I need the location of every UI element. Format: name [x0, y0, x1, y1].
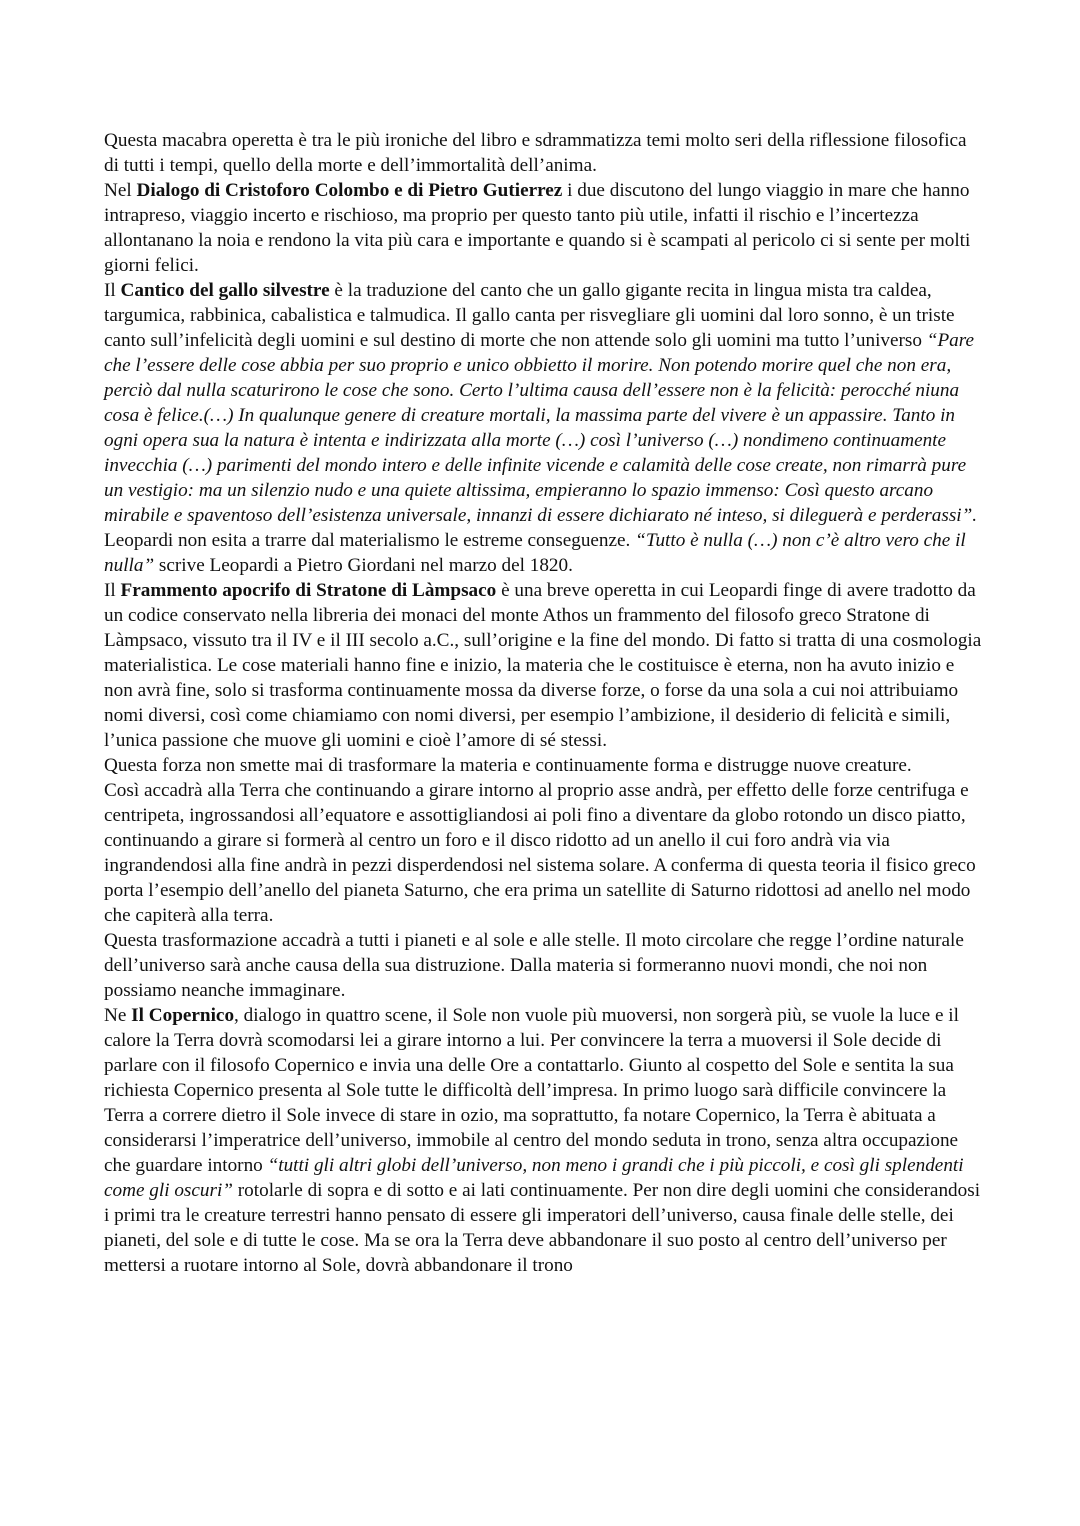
- italic-quote: “tutti gli altri globi dell’universo, non meno i grandi che i più piccoli, e così gli splendenti come gli oscuri”: [104, 1155, 964, 1201]
- paragraph: [104, 928, 984, 1003]
- paragraph: [104, 578, 984, 753]
- text-run: è una breve operetta in cui Leopardi finge di avere tradotto da un codice conservato nella libreria dei monaci del monte Athos un frammento del filosofo greco Stratone di Làmpsaco, vissuto tra il IV e il III secolo a.C., sull’origine e la fine del mondo. Di fatto si tratta di una cosmologia materialistica. Le cose materiali hanno fine e inizio, la materia che le costituisce è eterna, non ha avuto inizio e non avrà fine, solo si trasforma continuamente mossa da diverse forze, o forse da una sola a cui noi attribuiamo nomi diversi, così come chiamiamo con nomi diversi, per esempio l’ambizione, il desiderio di felicità e simili, l’unica passione che muove gli uomini e cioè l’amore di sé stessi.: [104, 580, 982, 751]
- text-run: Questa trasformazione accadrà a tutti i pianeti e al sole e alle stelle. Il moto circolare che regge l’ordine naturale dell’universo sarà anche causa della sua distruzione. Dalla materia si formeranno nuovi mondi, che noi non possiamo neanche immaginare.: [104, 930, 964, 1001]
- text-run: scrive Leopardi a Pietro Giordani nel marzo del 1820.: [154, 555, 573, 576]
- text-run: Questa forza non smette mai di trasformare la materia e continuamente forma e distrugge nuove creature.: [104, 755, 912, 776]
- text-run: Leopardi non esita a trarre dal materialismo le estreme conseguenze.: [104, 530, 636, 551]
- paragraph: [104, 128, 984, 178]
- text-run: è la traduzione del canto che un gallo gigante recita in lingua mista tra caldea, targumica, rabbinica, cabalistica e talmudica. Il gallo canta per risvegliare gli uomini dal loro sonno, è un triste canto sull’infelicità degli uomini e sul destino di morte che non attende solo gli uomini ma tutto l’universo: [104, 280, 955, 351]
- text-run: Così accadrà alla Terra che continuando a girare intorno al proprio asse andrà, per effetto delle forze centrifuga e centripeta, ingrossandosi all’equatore e assottigliandosi ai poli fino a diventare da globo rotondo un disco piatto, continuando a girare si formerà al centro un foro e il disco ridotto ad un anello il cui foro andrà via via ingrandendosi alla fine andrà in pezzi disperdendosi nel sistema solare. A conferma di questa teoria il fisico greco porta l’esempio dell’anello del pianeta Saturno, che era prima un satellite di Saturno ridottosi ad anello nel modo che capiterà alla terra.: [104, 780, 976, 926]
- bold-title: Il Copernico: [131, 1005, 235, 1026]
- bold-title: Frammento apocrifo di Stratone di Làmpsaco: [120, 580, 497, 601]
- text-run: Nel: [104, 180, 137, 201]
- paragraph: [104, 278, 984, 578]
- document-body: [104, 128, 984, 1278]
- paragraph: [104, 1003, 984, 1278]
- paragraph: [104, 778, 984, 928]
- text-run: Ne: [104, 1005, 132, 1026]
- text-run: Il: [104, 580, 121, 601]
- text-run: Il: [104, 280, 121, 301]
- bold-title: Dialogo di Cristoforo Colombo e di Pietro Gutierrez: [136, 180, 563, 201]
- italic-quote: “Pare che l’essere delle cose abbia per suo proprio e unico obbietto il morire. Non potendo morire quel che non era, perciò dal nulla scaturirono le cose che sono. Certo l’ultima causa dell’essere non è la felicità: perocché niuna cosa è felice.(…) In qualunque genere di creature mortali, la massima parte del vivere è un appassire. Tanto in ogni opera sua la natura è intenta e indirizzata alla morte (…) così l’universo (…) nondimeno continuamente invecchia (…) parimenti del mondo intero e delle infinite vicende e calamità delle cose create, non rimarrà pure un vestigio: ma un silenzio nudo e una quiete altissima, empieranno lo spazio immenso: Così questo arcano mirabile e spaventoso dell’esistenza universale, innanzi di essere dichiarato né inteso, si dileguerà e perderassi”.: [104, 330, 978, 526]
- paragraph: [104, 178, 984, 278]
- text-run: rotolarle di sopra e di sotto e ai lati continuamente. Per non dire degli uomini che considerandosi i primi tra le creature terrestri hanno pensato di essere gli imperatori dell’universo, causa finale delle stelle, dei pianeti, del sole e di tutte le cose. Ma se ora la Terra deve abbandonare il suo posto al centro dell’universo per mettersi a ruotare intorno al Sole, dovrà abbandonare il trono: [104, 1180, 981, 1276]
- italic-quote: “Tutto è nulla (…) non c’è altro vero che il nulla”: [104, 530, 966, 576]
- bold-title: Cantico del gallo silvestre: [120, 280, 330, 301]
- text-run: Questa macabra operetta è tra le più ironiche del libro e sdrammatizza temi molto seri della riflessione filosofica di tutti i tempi, quello della morte e dell’immortalità dell’anima.: [104, 130, 967, 176]
- text-run: i due discutono del lungo viaggio in mare che hanno intrapreso, viaggio incerto e rischioso, ma proprio per questo tanto più utile, infatti il rischio e l’incertezza allontanano la noia e rendono la vita più cara e importante e quando si è scampati al pericolo ci si sente per molti giorni felici.: [104, 180, 971, 276]
- paragraph: [104, 753, 984, 778]
- text-run: , dialogo in quattro scene, il Sole non vuole più muoversi, non sorgerà più, se vuole la luce e il calore la Terra dovrà scomodarsi lei a girare intorno a lui. Per convincere la terra a muoversi il Sole decide di parlare con il filosofo Copernico e invia una delle Ore a contattarlo. Giunto al cospetto del Sole e sentita la sua richiesta Copernico presenta al Sole tutte le difficoltà dell’impresa. In primo luogo sarà difficile convincere la Terra a correre dietro il Sole invece di stare in ozio, ma soprattutto, fa notare Copernico, la Terra è abituata a considerarsi l’imperatrice dell’universo, immobile al centro del mondo seduta in trono, senza altra occupazione che guardare intorno: [104, 1005, 959, 1176]
